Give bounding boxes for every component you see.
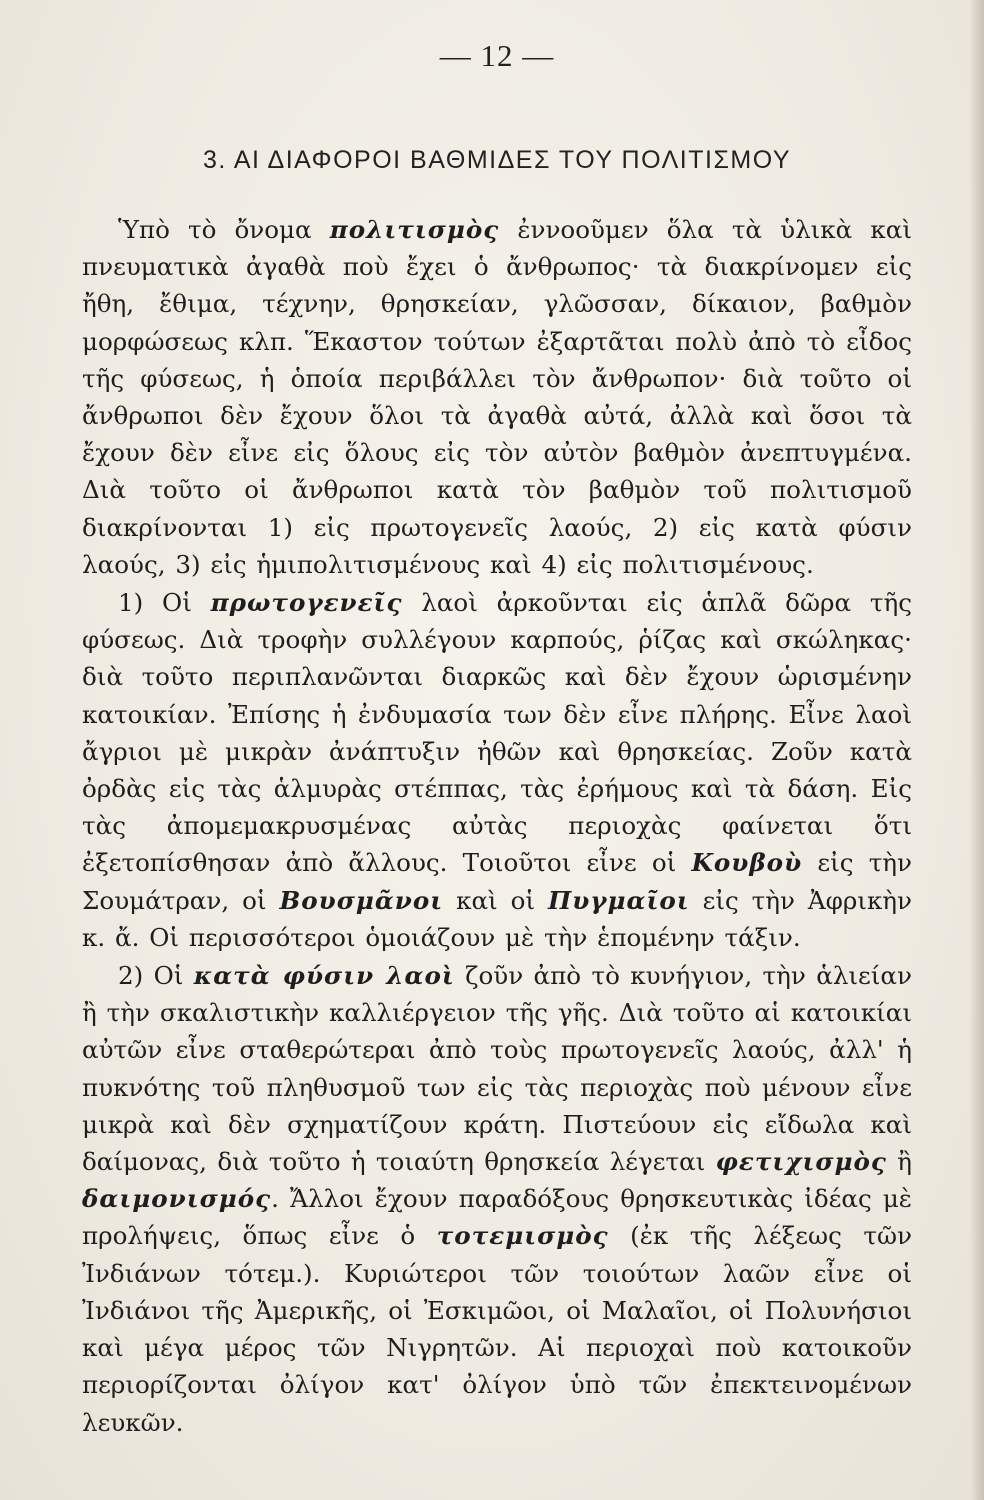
text-segment: εἰς τὴν Ἀφρικὴν κ. ἄ. Οἱ περισσότεροι ὁμοιάζουν μὲ τὴν ἑπομένην τάξιν. (82, 885, 912, 952)
emphasized-term: δαιμονισμός (82, 1184, 272, 1214)
body-text (82, 211, 912, 1441)
text-segment: καὶ οἱ (443, 885, 548, 915)
text-segment: 1) Οἱ (118, 588, 211, 618)
paragraph-3 (82, 957, 912, 1441)
paragraph-1 (82, 211, 912, 583)
page-edge-shadow (970, 0, 984, 1500)
text-segment: (ἐκ τῆς λέξεως τῶν Ἰνδιάνων τότεμ.). Κυριώτεροι τῶν τοιούτων λαῶν εἶνε οἱ Ἰνδιάνοι τῆς Ἀμερικῆς, οἱ Ἐσκιμῶοι, οἱ Μαλαῖοι, οἱ Πολυνήσιοι καὶ μέγα μέρος τῶν Νιγρητῶν. Αἱ περιοχαὶ ποὺ κατοικοῦν περιορίζονται ὀλίγον κατ' ὀλίγον ὑπὸ τῶν ἐπεκτεινομένων λευκῶν. (82, 1221, 913, 1437)
emphasized-term: Πυγμαῖοι (547, 885, 690, 915)
emphasized-term: κατὰ φύσιν λαοὶ (193, 961, 455, 991)
chapter-title: 3. ΑΙ ΔΙΑΦΟΡΟΙ ΒΑΘΜΙΔΕΣ ΤΟΥ ΠΟΛΙΤΙΣΜΟΥ (202, 146, 792, 174)
emphasized-term: πολιτισμὸς (329, 215, 500, 244)
text-segment: λαοὶ ἀρκοῦνται εἰς ἁπλᾶ δῶρα τῆς φύσεως. Διὰ τροφὴν συλλέγουν καρπούς, ῥίζας καὶ σκώληκας· διὰ τοῦτο περιπλανῶνται διαρκῶς καὶ δὲν ἔχουν ὡρισμένην κατοικίαν. Ἐπίσης ἡ ἐνδυμασία των δὲν εἶνε πλήρης. Εἶνε λαοὶ ἄγριοι μὲ μικρὰν ἀνάπτυξιν ἠθῶν καὶ θρησκείας. Ζοῦν κατὰ ὀρδὰς εἰς τὰς ἁλμυρὰς στέππας, τὰς ἐρήμους καὶ τὰ δάση. Εἰς τὰς ἀπομεμακρυσμένας αὐτὰς περιοχὰς φαίνεται ὅτι ἐξετοπίσθησαν ἀπὸ ἄλλους. Τοιοῦτοι εἶνε οἱ (82, 588, 912, 878)
page-number: — 12 — (439, 38, 555, 73)
text-segment: ἐννοοῦμεν ὅλα τὰ ὑλικὰ καὶ πνευματικὰ ἀγαθὰ ποὺ ἔχει ὁ ἄνθρωπος· τὰ διακρίνομεν εἰς ἤθη, ἔθιμα, τέχνην, θρησκείαν, γλῶσσαν, δίκαιον, βαθμὸν μορφώσεως κλπ. Ἕκαστον τούτων ἐξαρτᾶται πολὺ ἀπὸ τὸ εἶδος τῆς φύσεως, ἡ ὁποία περιβάλλει τὸν ἄνθρωπον· διὰ τοῦτο οἱ ἄνθρωποι δὲν ἔχουν ὅλοι τὰ ἀγαθὰ αὐτά, ἀλλὰ καὶ ὅσοι τὰ ἔχουν δὲν εἶνε εἰς ὅλους εἰς τὸν αὐτὸν βαθμὸν ἀνεπτυγμένα. Διὰ τοῦτο οἱ ἄνθρωποι κατὰ τὸν βαθμὸν τοῦ πολιτισμοῦ διακρίνονται 1) εἰς πρωτογενεῖς λαούς, 2) εἰς κατὰ φύσιν λαούς, 3) εἰς ἡμιπολιτισμένους καὶ 4) εἰς πολιτισμένους. (82, 215, 912, 579)
emphasized-term: Βουσμᾶνοι (279, 885, 444, 915)
text-segment: . Ἄλλοι ἔχουν παραδόξους θρησκευτικὰς ἰδέας μὲ προλήψεις, ὅπως εἶνε ὁ (82, 1184, 912, 1251)
emphasized-term: Κουβοὺ (691, 848, 803, 878)
text-segment: Ὑπὸ τὸ ὄνομα (118, 215, 330, 244)
emphasized-term: τοτεμισμὸς (436, 1221, 609, 1251)
text-segment: 2) Οἱ (118, 961, 194, 991)
text-segment: ἢ (886, 1147, 912, 1177)
emphasized-term: πρωτογενεῖς (210, 588, 403, 618)
paragraph-2 (82, 584, 912, 956)
text-segment: εἰς τὴν Σουμάτραν, οἱ (82, 848, 912, 915)
text-segment: ζοῦν ἀπὸ τὸ κυνήγιον, τὴν ἁλιείαν ἢ τὴν σκαλιστικὴν καλλιέργειον τῆς γῆς. Διὰ τοῦτο αἱ κατοικίαι αὐτῶν εἶνε σταθερώτεραι ἀπὸ τοὺς πρωτογενεῖς λαούς, ἀλλ' ἡ πυκνότης τοῦ πληθυσμοῦ των εἰς τὰς περιοχὰς ποὺ μένουν εἶνε μικρὰ καὶ δὲν σχηματίζουν κράτη. Πιστεύουν εἰς εἴδωλα καὶ δαίμονας, διὰ τοῦτο ἡ τοιαύτη θρησκεία λέγεται (82, 961, 912, 1177)
emphasized-term: φετιχισμὸς (715, 1147, 887, 1177)
